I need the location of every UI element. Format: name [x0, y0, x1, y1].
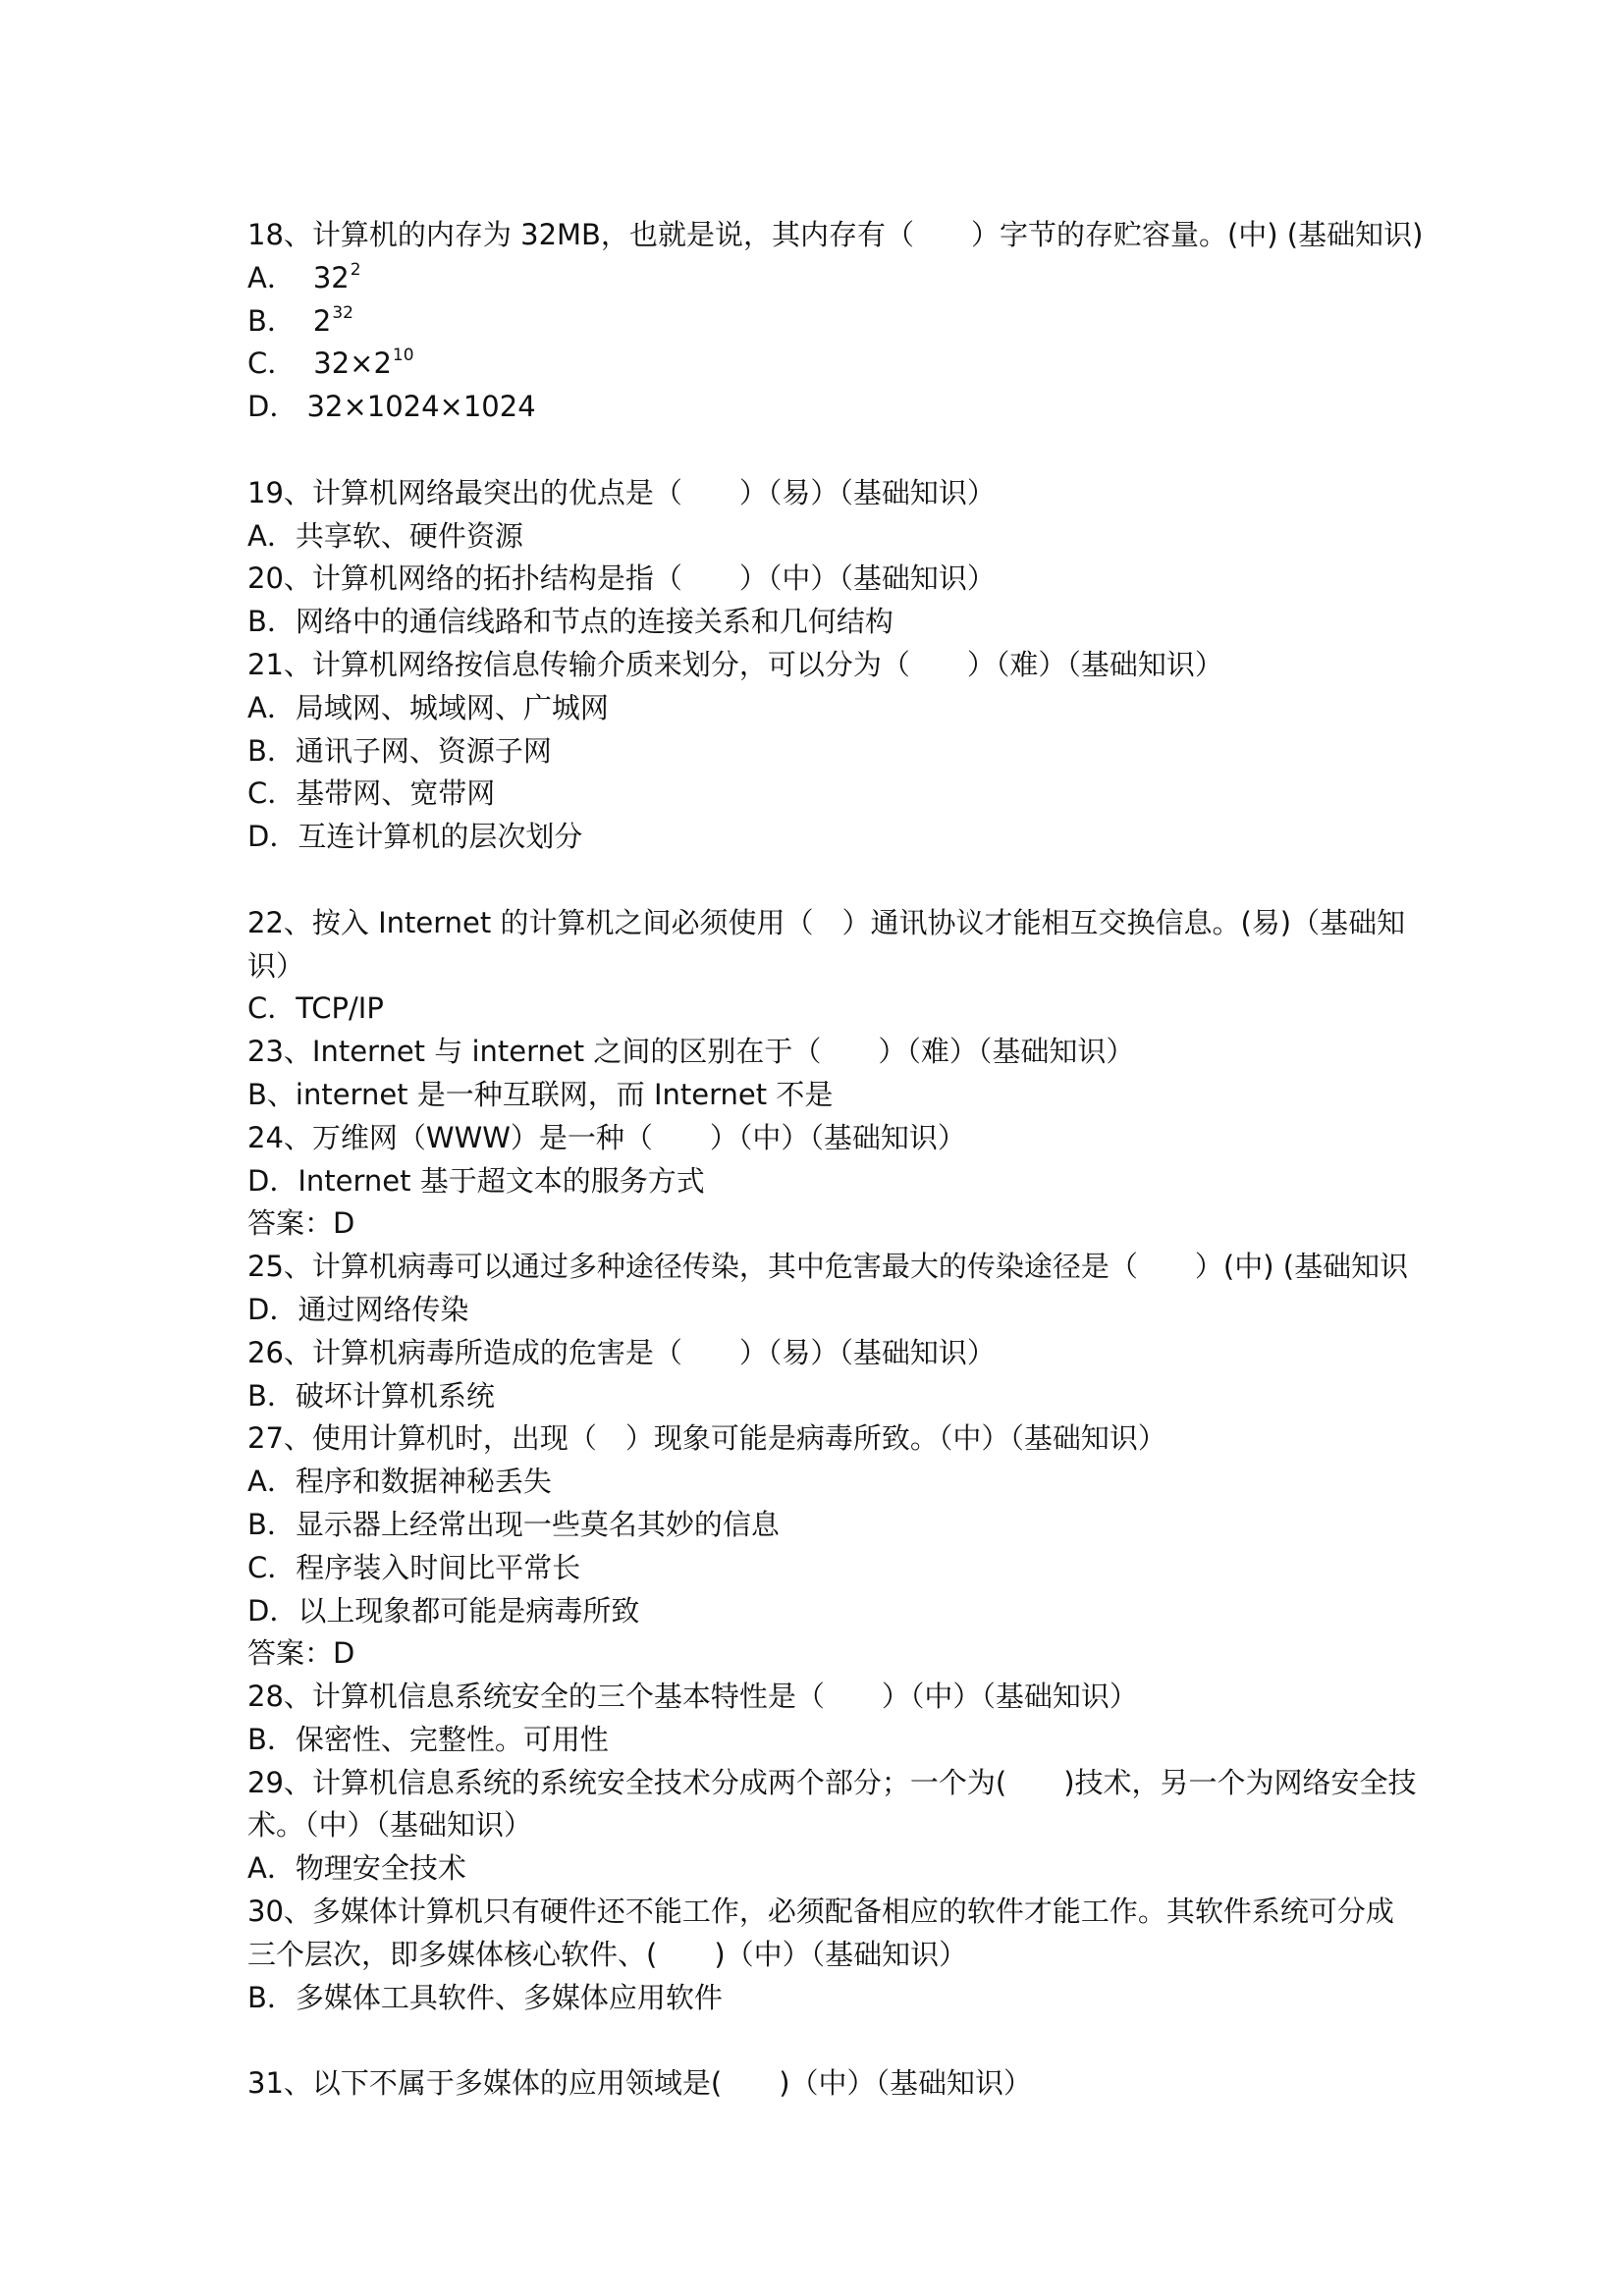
- question-29-line-1: 29、计算机信息系统的系统安全技术分成两个部分；一个为( )技术，另一个为网络安全技: [247, 1765, 1417, 1799]
- spacer: [247, 2019, 1391, 2062]
- answer-19: A．共享软、硬件资源: [247, 518, 523, 553]
- option-exponent: 10: [392, 346, 414, 366]
- answer-key-24: 答案：D: [247, 1206, 355, 1241]
- answer-26: B．破坏计算机系统: [247, 1378, 495, 1413]
- question-30-line-2: 三个层次，即多媒体核心软件、( )（中）（基础知识）: [247, 1937, 968, 1971]
- answer-30: B．多媒体工具软件、多媒体应用软件: [247, 1980, 723, 2014]
- spacer: [247, 429, 1391, 472]
- option-18-a: [247, 257, 1391, 300]
- question-21: 21、计算机网络按信息传输介质来划分，可以分为（ ）（难）（基础知识）: [247, 647, 1223, 681]
- option-base: 32×2: [313, 347, 392, 381]
- question-25: 25、计算机病毒可以通过多种途径传染，其中危害最大的传染途径是（ ）(中) (基础知识: [247, 1250, 1409, 1284]
- option-27-a: A．程序和数据神秘丢失: [247, 1465, 552, 1499]
- option-label: C．: [247, 347, 297, 381]
- option-18-b: [247, 300, 1391, 344]
- question-26: 26、计算机病毒所造成的危害是（ ）（易）（基础知识）: [247, 1335, 996, 1369]
- answer-23: B、internet 是一种互联网，而 Internet 不是: [247, 1077, 834, 1111]
- answer-28: B．保密性、完整性。可用性: [247, 1722, 609, 1756]
- option-base: 2: [312, 303, 332, 338]
- option-27-b: B．显示器上经常出现一些莫名其妙的信息: [247, 1507, 780, 1541]
- document-page: [247, 214, 1424, 2106]
- option-exponent: 32: [332, 302, 353, 323]
- answer-20: B．网络中的通信线路和节点的连接关系和几何结构: [247, 605, 893, 639]
- question-24: 24、万维网（WWW）是一种（ ）（中）（基础知识）: [247, 1120, 966, 1154]
- option-18-c: [247, 343, 1391, 386]
- question-19: 19、计算机网络最突出的优点是（ ）（易）（基础知识）: [247, 475, 996, 509]
- answer-29: A．物理安全技术: [247, 1851, 466, 1886]
- answer-24: D．Internet 基于超文本的服务方式: [247, 1163, 705, 1198]
- spacer: [247, 859, 1391, 902]
- question-31: 31、以下不属于多媒体的应用领域是( )（中）（基础知识）: [247, 2066, 1033, 2101]
- question-28: 28、计算机信息系统安全的三个基本特性是（ ）（中）（基础知识）: [247, 1680, 1138, 1714]
- question-29-line-2: 术。（中）（基础知识）: [247, 1808, 533, 1842]
- answer-22: C．TCP/IP: [247, 991, 384, 1026]
- answer-25: D．通过网络传染: [247, 1292, 469, 1326]
- option-base: 32: [312, 260, 350, 294]
- question-22-line-1: 22、按入 Internet 的计算机之间必须使用（ ）通讯协议才能相互交换信息。(易)（基础知: [247, 905, 1406, 939]
- option-27-d: D．以上现象都可能是病毒所致: [247, 1593, 640, 1628]
- option-21-a: A．局域网、城域网、广城网: [247, 690, 609, 724]
- question-18: 18、计算机的内存为 32MB，也就是说，其内存有（ ）字节的存贮容量。(中) (基础知识): [247, 218, 1424, 251]
- question-30-line-1: 30、多媒体计算机只有硬件还不能工作，必须配备相应的软件才能工作。其软件系统可分成: [247, 1895, 1394, 1929]
- option-18-d: D． 32×1024×1024: [247, 390, 536, 424]
- answer-key-27: 答案：D: [247, 1636, 355, 1671]
- question-22-line-2: 识）: [247, 948, 305, 983]
- option-27-c: C．程序装入时间比平常长: [247, 1550, 581, 1584]
- option-21-c: C．基带网、宽带网: [247, 776, 496, 811]
- question-23: 23、Internet 与 internet 之间的区别在于（ ）（难）（基础知识）: [247, 1035, 1135, 1069]
- question-27: 27、使用计算机时，出现（ ）现象可能是病毒所致。（中）（基础知识）: [247, 1421, 1166, 1456]
- option-21-d: D．互连计算机的层次划分: [247, 820, 583, 854]
- option-label: B．: [247, 303, 296, 338]
- option-exponent: 2: [350, 259, 361, 280]
- option-label: A．: [247, 260, 296, 294]
- option-21-b: B．通讯子网、资源子网: [247, 733, 552, 768]
- question-20: 20、计算机网络的拓扑结构是指（ ）（中）（基础知识）: [247, 561, 996, 596]
